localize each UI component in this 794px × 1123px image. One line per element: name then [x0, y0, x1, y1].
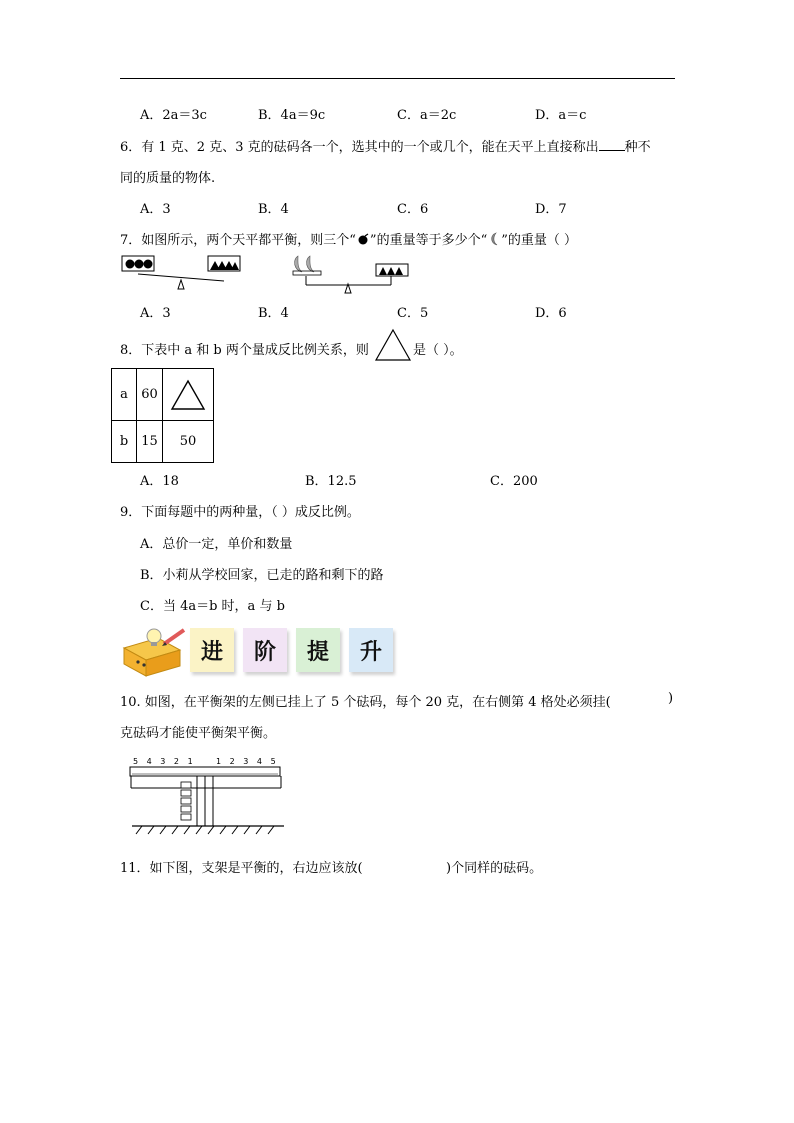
q5-option-d[interactable]: D．a＝c — [535, 108, 587, 123]
q5-option-a[interactable]: A．2a＝3c — [140, 108, 207, 123]
scale-number: 1 — [187, 757, 196, 766]
q7-option-d[interactable]: D．6 — [535, 306, 567, 321]
q8-question-part1: 8．下表中 a 和 b 两个量成反比例关系，则 — [120, 343, 369, 358]
q6-option-a[interactable]: A．3 — [140, 202, 171, 217]
bomb-icon — [356, 233, 370, 245]
q8-question-part2: 是（ ）。 — [413, 343, 463, 358]
banner-char: 阶 — [253, 639, 276, 665]
banana-icon — [487, 232, 501, 246]
q10-paren-close: ) — [668, 691, 674, 706]
q7-text-part1: 7．如图所示，两个天平都平衡，则三个“ — [120, 233, 356, 248]
q6-option-c[interactable]: C．6 — [397, 202, 429, 217]
triangle-icon — [170, 379, 206, 411]
q9-option-c[interactable]: C．当 4a＝b 时，a 与 b — [140, 599, 285, 614]
q10-balance-frame — [128, 756, 288, 836]
scale-number: 4 — [146, 757, 155, 766]
table-cell: a — [112, 369, 137, 421]
q6-answer-blank[interactable] — [599, 138, 625, 151]
q9-question: 9．下面每题中的两种量，（ ）成反比例。 — [120, 505, 360, 520]
scale-number: 1 — [216, 757, 225, 766]
banner-char: 进 — [200, 639, 223, 665]
q9-option-b[interactable]: B．小莉从学校回家，已走的路和剩下的路 — [140, 568, 384, 583]
table-cell-triangle — [163, 369, 214, 421]
q10-scale-left — [133, 757, 196, 766]
banner-char: 提 — [306, 639, 329, 665]
q5-option-b[interactable]: B．4a＝9c — [258, 108, 326, 123]
weight-stack-icon — [181, 782, 191, 820]
table-cell: 15 — [137, 421, 163, 463]
bomb-icon — [122, 256, 154, 271]
scale-number: 3 — [160, 757, 169, 766]
banana-icon — [293, 256, 321, 275]
banner-tile-2 — [243, 628, 287, 672]
scale-number: 2 — [173, 757, 183, 766]
banner-tile-1 — [190, 628, 234, 672]
q11-question-part1: 11．如下图，支架是平衡的，右边应该放( — [120, 861, 363, 876]
q7-balance-left — [118, 252, 248, 292]
q7-option-b[interactable]: B．4 — [258, 306, 289, 321]
banner-tile-3 — [296, 628, 340, 672]
q6-option-d[interactable]: D．7 — [535, 202, 567, 217]
triangle-weights-icon — [376, 264, 408, 276]
q7-option-a[interactable]: A．3 — [140, 306, 171, 321]
triangle-icon — [374, 328, 412, 362]
scale-number: 2 — [229, 757, 238, 766]
q8-table — [111, 368, 214, 463]
triangle-weights-icon — [208, 256, 240, 271]
q6-option-b[interactable]: B．4 — [258, 202, 289, 217]
q6-question — [120, 136, 651, 155]
table-cell: b — [112, 421, 137, 463]
q10-scale-right — [216, 757, 279, 766]
q8-option-b[interactable]: B．12.5 — [305, 474, 357, 489]
scale-number: 5 — [270, 757, 279, 766]
scale-number: 4 — [256, 757, 266, 766]
q11-question-part2: )个同样的砝码。 — [446, 861, 543, 876]
q7-option-c[interactable]: C．5 — [397, 306, 429, 321]
q6-text-part1: 6．有 1 克、2 克、3 克的砝码各一个，选其中的一个或几个，能在天平上直接称出 — [120, 140, 599, 155]
q8-option-a[interactable]: A．18 — [140, 474, 179, 489]
table-cell: 60 — [137, 369, 163, 421]
box-with-pencil-icon — [118, 624, 188, 678]
q6-question-line2: 同的质量的物体. — [120, 171, 216, 186]
table-cell: 50 — [163, 421, 214, 463]
banner-char: 升 — [359, 639, 382, 665]
q6-text-part2: 种不 — [624, 140, 651, 155]
q7-text-part2: ”的重量等于多少个“ — [369, 233, 488, 248]
header-rule — [120, 78, 675, 79]
q8-option-c[interactable]: C．200 — [490, 474, 538, 489]
banner-tile-4 — [349, 628, 393, 672]
q10-question-line1: 10. 如图，在平衡架的左侧已挂上了 5 个砝码，每个 20 克，在右侧第 4 格处必须挂( — [120, 695, 611, 710]
q7-text-part3: ”的重量（ ） — [501, 233, 577, 248]
q9-option-a[interactable]: A．总价一定，单价和数量 — [140, 537, 293, 552]
q10-question-line2: 克砝码才能使平衡架平衡。 — [120, 726, 277, 741]
scale-number: 3 — [243, 757, 252, 766]
scale-number: 5 — [133, 757, 142, 766]
q7-question — [120, 229, 577, 248]
q7-balance-right — [290, 252, 415, 296]
q5-option-c[interactable]: C．a＝2c — [397, 108, 457, 123]
